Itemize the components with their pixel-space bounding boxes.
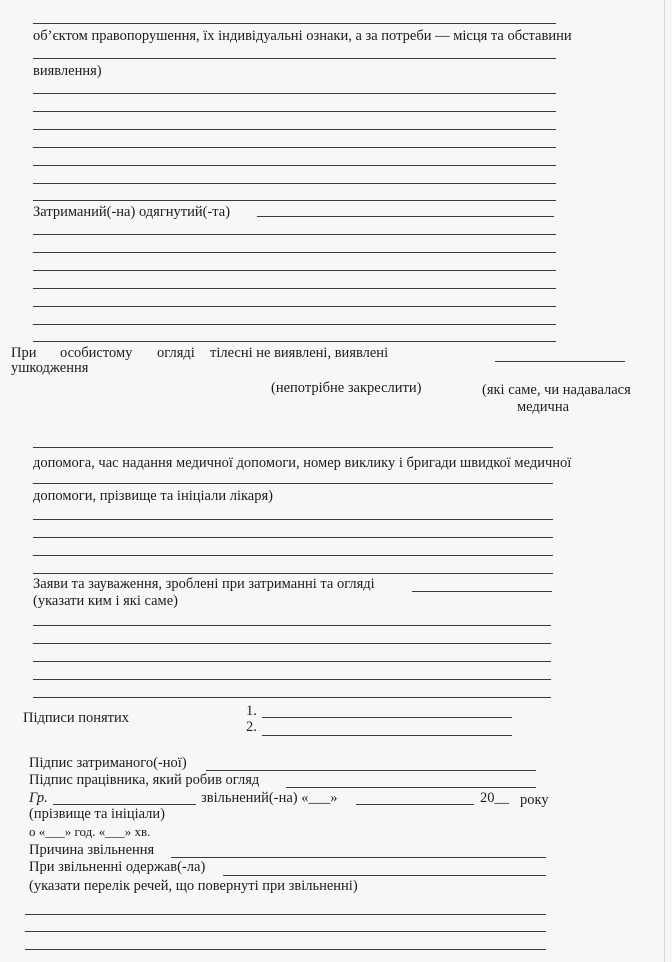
fill-line[interactable] — [33, 306, 556, 307]
fill-line[interactable] — [33, 324, 556, 325]
fill-line[interactable] — [25, 931, 546, 932]
witness-1-number: 1. — [246, 703, 257, 719]
fill-line[interactable] — [33, 234, 556, 235]
fill-line[interactable] — [33, 183, 556, 184]
statements-field[interactable] — [412, 591, 552, 592]
fill-line[interactable] — [33, 147, 556, 148]
page-edge — [664, 0, 665, 962]
witness-2-number: 2. — [246, 719, 257, 735]
detection-caption: виявлення) — [33, 63, 102, 79]
received-note: (указати перелік речей, що повернуті при звільненні) — [29, 878, 358, 894]
fill-line[interactable] — [33, 447, 553, 448]
fill-line[interactable] — [33, 625, 551, 626]
received-field[interactable] — [223, 875, 546, 876]
object-description-caption: об’єктом правопорушення, їх індивідуальні ознаки, а за потреби — місця та обставини — [33, 28, 572, 44]
release-name-note: (прізвище та ініціали) — [29, 806, 165, 822]
fill-line[interactable] — [25, 949, 546, 950]
fill-line[interactable] — [33, 200, 556, 201]
statements-label: Заяви та зауваження, зроблені при затриманні та огляді — [33, 576, 375, 592]
release-gr-label: Гр. — [29, 790, 48, 806]
fill-line[interactable] — [33, 288, 556, 289]
fill-line[interactable] — [33, 165, 556, 166]
which-note-2: медична — [517, 399, 570, 415]
fill-line[interactable] — [33, 643, 551, 644]
detainee-signature-field[interactable] — [206, 770, 536, 771]
search-word-5: ушкодження — [11, 360, 89, 376]
officer-signature-label: Підпис працівника, який робив огляд — [29, 772, 260, 788]
release-month-field[interactable] — [356, 804, 474, 805]
release-year-prefix: 20__ — [480, 790, 509, 806]
released-name-field[interactable] — [53, 804, 196, 805]
fill-line[interactable] — [33, 58, 556, 59]
fill-line[interactable] — [33, 270, 556, 271]
search-word-3: огляді — [157, 345, 195, 361]
search-word-2: особистому — [60, 345, 133, 361]
fill-line[interactable] — [33, 23, 556, 24]
fill-line[interactable] — [33, 93, 556, 94]
injuries-field[interactable] — [495, 361, 625, 362]
fill-line[interactable] — [33, 252, 556, 253]
fill-line[interactable] — [25, 914, 546, 915]
received-label: При звільненні одержав(-ла) — [29, 859, 206, 875]
detainee-signature-label: Підпис затриманого(-ної) — [29, 755, 187, 771]
released-label: звільнений(-на) «___» — [201, 790, 338, 806]
officer-signature-field[interactable] — [286, 787, 536, 788]
fill-line[interactable] — [33, 111, 556, 112]
which-note-1: (які саме, чи надавалася — [482, 382, 631, 398]
fill-line[interactable] — [33, 537, 553, 538]
medical-help-caption: допомога, час надання медичної допомоги, номер виклику і бригади швидкої медичної — [33, 455, 572, 471]
fill-line[interactable] — [33, 661, 551, 662]
medical-help-caption-2: допомоги, прізвище та ініціали лікаря) — [33, 488, 273, 504]
witness-2-signature-field[interactable] — [262, 735, 512, 736]
search-word-4: тілесні не виявлені, виявлені — [210, 345, 389, 361]
fill-line[interactable] — [33, 679, 551, 680]
fill-line[interactable] — [33, 341, 556, 342]
release-time: о «___» год. «___» хв. — [29, 824, 151, 839]
release-reason-label: Причина звільнення — [29, 842, 155, 858]
witnesses-label: Підписи понятих — [23, 710, 130, 726]
undressed-field[interactable] — [257, 216, 554, 217]
fill-line[interactable] — [33, 697, 551, 698]
witness-1-signature-field[interactable] — [262, 717, 512, 718]
fill-line[interactable] — [33, 555, 553, 556]
search-word-1: При — [11, 345, 37, 361]
fill-line[interactable] — [33, 573, 553, 574]
strike-note: (непотрібне закреслити) — [271, 380, 422, 396]
fill-line[interactable] — [33, 519, 553, 520]
release-year-word: року — [520, 792, 549, 808]
undressed-label: Затриманий(-на) одягнутий(-та) — [33, 204, 231, 220]
fill-line[interactable] — [33, 129, 556, 130]
fill-line[interactable] — [33, 483, 553, 484]
statements-note: (указати ким і які саме) — [33, 593, 178, 609]
release-reason-field[interactable] — [171, 857, 546, 858]
